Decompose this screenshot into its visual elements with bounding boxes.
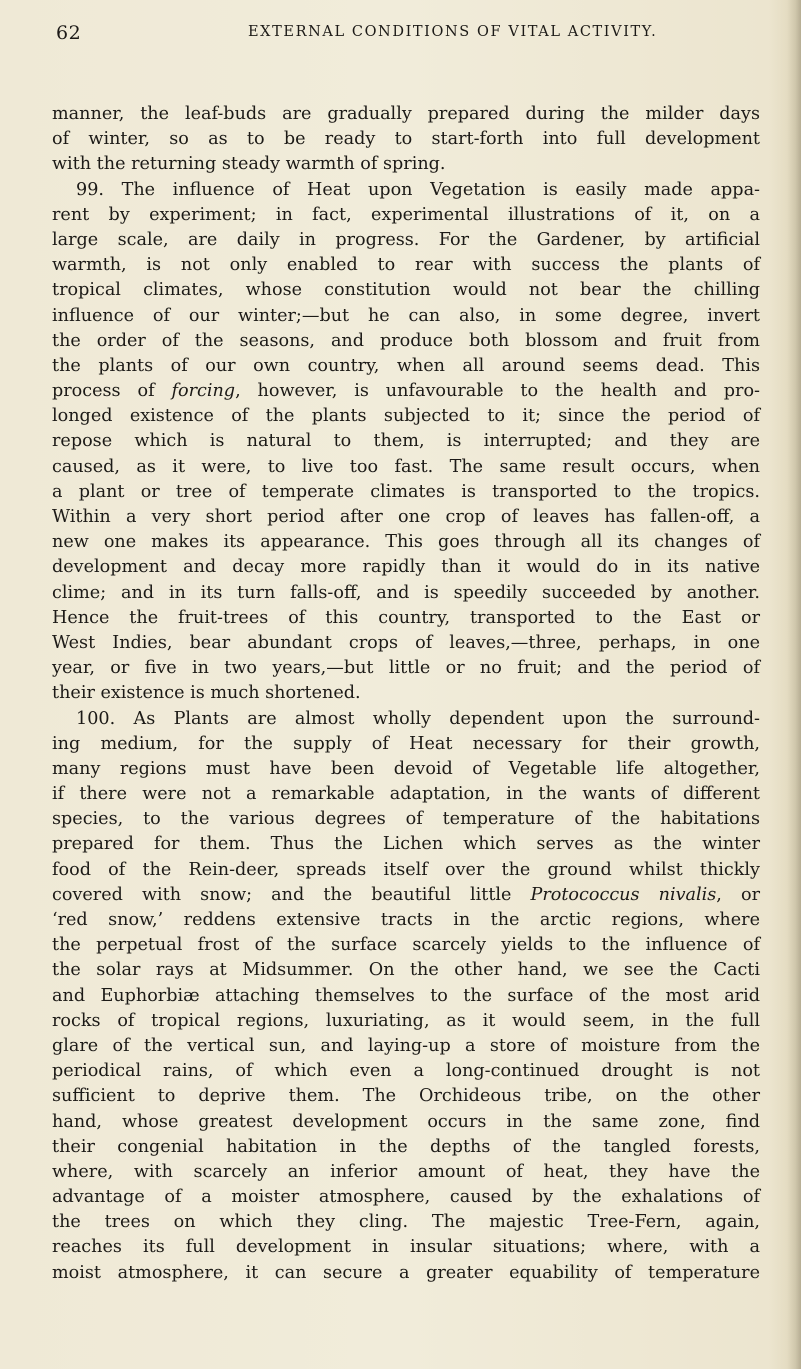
text-line: development and decay more rapidly than it would do in its native [52,557,760,578]
text-line: the trees on which they cling. The majestic Tree-Fern, again, [52,1212,760,1233]
text-line: reaches its full development in insular situations; where, with a [52,1237,760,1258]
text-line: rent by experiment; in fact, experimental illustrations of it, on a [52,204,760,225]
text-line: with the returning steady warmth of spring. [52,154,446,175]
italic-term-forcing: forcing [171,381,236,402]
paragraph-100-start: 100. As Plants are almost wholly dependent upon the surround- [76,708,760,729]
text-line: of winter, so as to be ready to start-forth into full development [52,129,760,150]
text-line: hand, whose greatest development occurs in the same zone, find [52,1111,760,1132]
text-line: and Euphorbiæ attaching themselves to the surface of the most arid [52,985,760,1006]
text-line: if there were not a remarkable adaptation, in the wants of different [52,784,760,805]
text-line: year, or five in two years,—but little or no fruit; and the period of [52,658,760,679]
text-line: Hence the fruit-trees of this country, transported to the East or [52,607,760,628]
text-line: West Indies, bear abundant crops of leaves,—three, perhaps, in one [52,632,760,653]
text-line: food of the Rein-deer, spreads itself over the ground whilst thickly [52,859,760,880]
text-run: , however, is unfavourable to the health and pro- [235,381,760,402]
text-line: Within a very short period after one crop of leaves has fallen-off, a [52,507,760,527]
text-line: species, to the various degrees of temperature of the habitations [52,809,760,830]
paragraph-99-start: 99. The influence of Heat upon Vegetation is easily made appa- [76,179,760,200]
text-line: large scale, are daily in progress. For the Gardener, by artificial [52,229,760,250]
running-title: EXTERNAL CONDITIONS OF VITAL ACTIVITY. [248,24,658,40]
text-line: ‘red snow,’ reddens extensive tracts in the arctic regions, where [52,910,760,930]
text-line: tropical climates, whose constitution would not bear the chilling [52,280,760,301]
text-line: influence of our winter;—but he can also, in some degree, invert [52,305,760,326]
text-line: prepared for them. Thus the Lichen which serves as the winter [52,834,760,855]
text-line: their existence is much shortened. [52,683,361,704]
text-line-forcing [52,379,760,404]
text-line: where, with scarcely an inferior amount of heat, they have the [52,1161,760,1182]
text-line: manner, the leaf-buds are gradually prepared during the milder days [52,104,760,124]
text-run: process of [52,381,172,402]
text-line: caused, as it were, to live too fast. The same result occurs, when [52,456,760,477]
italic-term-protococcus-nivalis: Protococcus nivalis [530,884,717,905]
text-run: , or [716,884,760,905]
text-line: advantage of a moister atmosphere, caused by the exhalations of [52,1187,760,1208]
text-line: the order of the seasons, and produce both blossom and fruit from [52,330,760,351]
text-line: many regions must have been devoid of Vegetable life altogether, [52,758,760,779]
text-line: their congenial habitation in the depths of the tangled forests, [52,1136,760,1157]
page-edge-shadow [787,0,801,1369]
text-line: periodical rains, of which even a long-continued drought is not [52,1061,760,1082]
text-line: clime; and in its turn falls-off, and is speedily succeeded by another. [52,582,760,603]
text-line: a plant or tree of temperate climates is transported to the tropics. [52,481,760,502]
text-line-protococcus [52,883,760,908]
text-run: covered with snow; and the beautiful little [52,884,531,905]
text-line: moist atmosphere, it can secure a greater equability of temperature [52,1262,760,1283]
text-line: the plants of our own country, when all around seems dead. This [52,355,760,376]
page-number: 62 [56,22,82,44]
running-header [56,22,764,52]
text-line: the perpetual frost of the surface scarcely yields to the influence of [52,935,760,956]
text-line: ing medium, for the supply of Heat necessary for their growth, [52,733,760,754]
text-line: warmth, is not only enabled to rear with success the plants of [52,255,760,276]
text-line: glare of the vertical sun, and laying-up a store of moisture from the [52,1035,760,1056]
text-line: rocks of tropical regions, luxuriating, as it would seem, in the full [52,1010,760,1031]
text-line: longed existence of the plants subjected to it; since the period of [52,406,760,427]
text-line: sufficient to deprive them. The Orchideous tribe, on the other [52,1086,760,1107]
text-line: new one makes its appearance. This goes through all its changes of [52,532,760,553]
text-line: the solar rays at Midsummer. On the other hand, we see the Cacti [52,960,760,981]
body-text [52,102,760,1286]
text-line: repose which is natural to them, is interrupted; and they are [52,431,760,452]
